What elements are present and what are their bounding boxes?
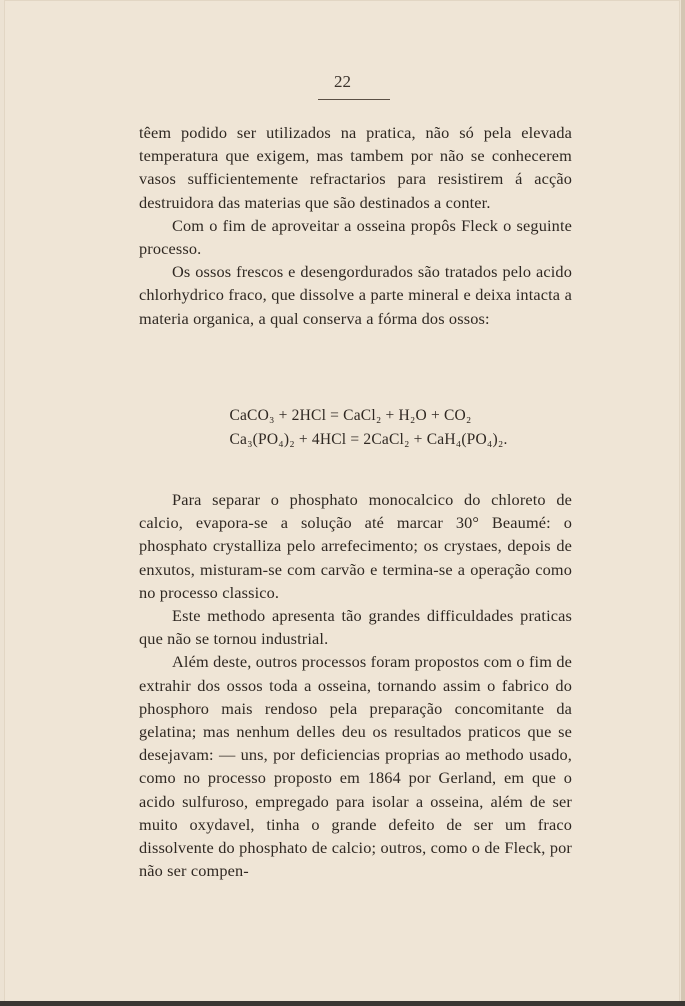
page-number: 22 [334,72,351,91]
text-block-bottom [139,488,572,882]
chemical-equation-2: Ca₃(PO₄)₂ + 4HCl = 2CaCl₂ + CaH₄(PO₄)₂. [229,431,508,448]
paragraph-fresh-bones: Os ossos frescos e desengordurados são tratados pelo acido chlorhydrico fraco, que dissolve a parte mineral e deixa intacta a materia organica, a qual conserva a fórma dos ossos: [139,262,572,328]
chemical-equation-1: CaCO₃ + 2HCl = CaCl₂ + H₂O + CO₂ [229,407,472,424]
paragraph-other-processes: Além deste, outros processos foram propostos com o fim de extrahir dos ossos toda a osseina, tornando assim o fabrico do phosphoro mais rendoso pela preparação concomitante da gelatina; mas nenhum delles deu os resultados praticos que se desejavam: — uns, por deficiencias proprias ao methodo usado, como no processo proposto em 1864 por Gerland, em que o acido sulfuroso, empregado para isolar a osseina, além de ser muito oxydavel, tinha o grande defeito de ser um fraco dissolvente do phosphato de calcio; outros, como o de Fleck, por não ser compen- [139,652,572,881]
paragraph-continuation: têem podido ser utilizados na pratica, não só pela elevada temperatura que exigem, mas tambem por não se conhecerem vasos sufficientemente refractarios para resistirem á acção destruidora das materias que são destinados a conter. [139,123,572,212]
paragraph-separation: Para separar o phosphato monocalcico do chloreto de calcio, evapora-se a solução até marcar 30° Beaumé: o phosphato crystalliza pelo arrefecimento; os crystaes, depois de enxutos, misturam-se com carvão e termina-se a operação como no processo classico. [139,490,572,602]
paragraph-difficulties: Este methodo apresenta tão grandes difficuldades praticas que não se tornou industrial. [139,606,572,649]
paragraph-fleck-process: Com o fim de aproveitar a osseina propôs Fleck o seguinte processo. [139,215,572,259]
header-rule [318,99,390,100]
text-block-top [139,121,572,330]
page-edge-bottom [0,1001,685,1006]
page-edge-right [681,0,685,1006]
